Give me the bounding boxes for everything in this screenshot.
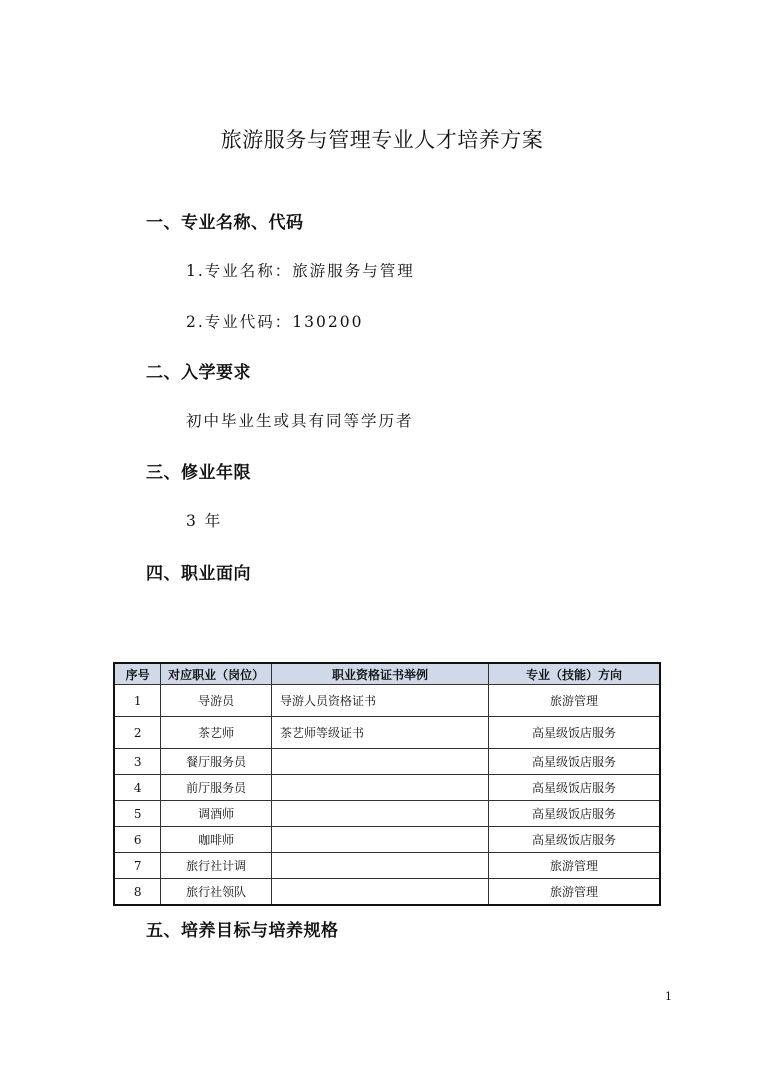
table-row bbox=[114, 879, 660, 906]
table-row bbox=[114, 717, 660, 749]
major-name: 1.专业名称：旅游服务与管理 bbox=[186, 262, 415, 280]
section-heading-2: 二、入学要求 bbox=[146, 363, 251, 383]
table-header-row bbox=[114, 663, 660, 685]
page-number: 1 bbox=[665, 990, 672, 1003]
cell-certificate bbox=[271, 853, 488, 879]
section-heading-5: 五、培养目标与培养规格 bbox=[146, 921, 339, 941]
cell-seq: 1 bbox=[114, 685, 161, 717]
study-duration: 3 年 bbox=[186, 512, 223, 530]
cell-certificate bbox=[271, 775, 488, 801]
cell-certificate bbox=[271, 749, 488, 775]
table-row bbox=[114, 827, 660, 853]
header-seq: 序号 bbox=[114, 663, 161, 685]
cell-occupation: 旅行社领队 bbox=[161, 879, 272, 906]
cell-occupation: 茶艺师 bbox=[161, 717, 272, 749]
cell-direction: 高星级饭店服务 bbox=[489, 749, 660, 775]
cell-seq: 7 bbox=[114, 853, 161, 879]
section-heading-1: 一、专业名称、代码 bbox=[146, 213, 304, 233]
header-occupation: 对应职业（岗位） bbox=[161, 663, 272, 685]
cell-direction: 旅游管理 bbox=[489, 879, 660, 906]
cell-occupation: 导游员 bbox=[161, 685, 272, 717]
occupation-table bbox=[113, 662, 661, 906]
document-title: 旅游服务与管理专业人才培养方案 bbox=[220, 128, 544, 152]
cell-occupation: 旅行社计调 bbox=[161, 853, 272, 879]
cell-direction: 高星级饭店服务 bbox=[489, 827, 660, 853]
cell-occupation: 咖啡师 bbox=[161, 827, 272, 853]
cell-certificate: 茶艺师等级证书 bbox=[271, 717, 488, 749]
table-row bbox=[114, 749, 660, 775]
table-row bbox=[114, 853, 660, 879]
cell-certificate: 导游人员资格证书 bbox=[271, 685, 488, 717]
header-certificate: 职业资格证书举例 bbox=[271, 663, 488, 685]
cell-seq: 5 bbox=[114, 801, 161, 827]
cell-direction: 高星级饭店服务 bbox=[489, 801, 660, 827]
header-direction: 专业（技能）方向 bbox=[489, 663, 660, 685]
cell-seq: 6 bbox=[114, 827, 161, 853]
cell-seq: 8 bbox=[114, 879, 161, 906]
cell-seq: 3 bbox=[114, 749, 161, 775]
table-row bbox=[114, 801, 660, 827]
cell-direction: 高星级饭店服务 bbox=[489, 717, 660, 749]
cell-direction: 高星级饭店服务 bbox=[489, 775, 660, 801]
cell-direction: 旅游管理 bbox=[489, 685, 660, 717]
cell-seq: 4 bbox=[114, 775, 161, 801]
table-row bbox=[114, 685, 660, 717]
cell-occupation: 前厅服务员 bbox=[161, 775, 272, 801]
section-heading-3: 三、修业年限 bbox=[146, 463, 251, 483]
cell-seq: 2 bbox=[114, 717, 161, 749]
cell-certificate bbox=[271, 879, 488, 906]
major-code: 2.专业代码：130200 bbox=[186, 313, 364, 331]
cell-occupation: 调酒师 bbox=[161, 801, 272, 827]
table-row bbox=[114, 775, 660, 801]
cell-certificate bbox=[271, 827, 488, 853]
cell-certificate bbox=[271, 801, 488, 827]
section-heading-4: 四、职业面向 bbox=[146, 564, 251, 584]
cell-direction: 旅游管理 bbox=[489, 853, 660, 879]
admission-requirement: 初中毕业生或具有同等学历者 bbox=[186, 412, 414, 430]
cell-occupation: 餐厅服务员 bbox=[161, 749, 272, 775]
